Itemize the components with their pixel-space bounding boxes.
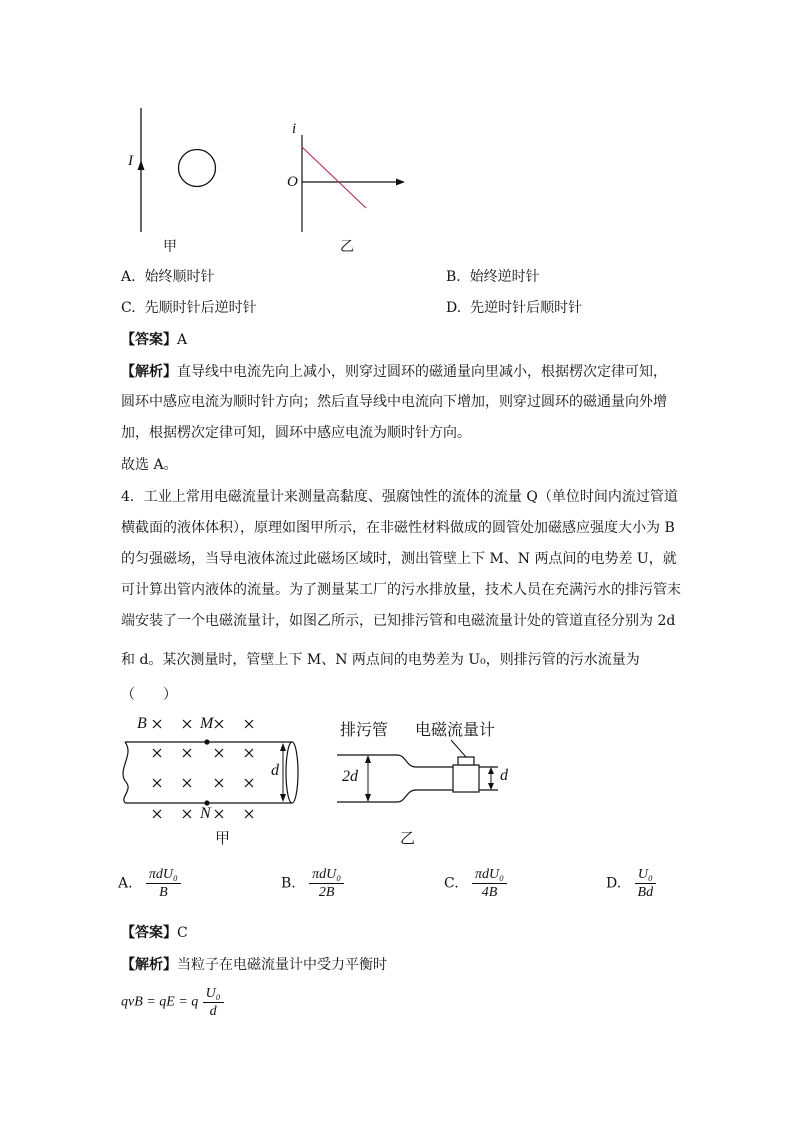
q4-stem-line-5: 端安装了一个电磁流量计，如图乙所示，已知排污管和电磁流量计处的管道直径分别为 2d [121, 613, 676, 629]
graph-origin-O: O [287, 174, 298, 190]
label-d-pipe: d [271, 762, 279, 779]
q3-analysis-line-1: 【解析】直导线中电流先向上减小，则穿过圆环的磁通量向里减小，根据楞次定律可知， [121, 364, 667, 380]
flowmeter-label: 电磁流量计 [415, 720, 496, 739]
label-B: B [137, 715, 147, 732]
q4-stem-line-1: 4．工业上常用电磁流量计来测量高黏度、强腐蚀性的流体的流量 Q（单位时间内流过管道 [121, 489, 678, 505]
label-d-meter: d [500, 767, 508, 784]
drain-pipe-label: 排污管 [340, 720, 389, 739]
graph-label-i: i [292, 121, 297, 137]
q4-stem-line-4: 可计算出管内液体的流量。为了测量某工厂的污水排放量，技术人员在充满污水的排污管末 [121, 582, 681, 598]
q3-conclusion: 故选 A。 [121, 457, 178, 473]
figure-caption-yi: 乙 [340, 239, 354, 255]
q3-analysis-line-3: 加，根据楞次定律可知，圆环中感应电流为顺时针方向。 [121, 425, 471, 441]
label-N: N [200, 805, 211, 822]
q4-analysis: 【解析】当粒子在电磁流量计中受力平衡时 [121, 957, 387, 973]
q4-option-a: A. $\frac{\text{πdU₀}}{B}$ [118, 866, 181, 901]
q3-option-a: A. 始终顺时针 [121, 269, 215, 285]
q3-option-b: B. 始终逆时针 [446, 269, 540, 285]
figure-caption-jia: 甲 [163, 239, 177, 255]
q4-option-d: D. $\frac{\text{U₀}}{Bd}$ [606, 866, 656, 901]
flowmeter-body [453, 765, 479, 792]
q3-answer: 【答案】A [121, 332, 188, 348]
figure-caption-yi-2: 乙 [400, 829, 416, 847]
flowmeter-cap [458, 757, 474, 765]
label-2d: 2d [342, 768, 358, 785]
q4-blank-bracket: （ ） [121, 687, 177, 703]
q4-answer: 【答案】C [121, 925, 188, 941]
label-M: M [200, 715, 214, 732]
q4-option-b: B. $\frac{\text{πdU₀}}{2B}$ [281, 866, 344, 901]
q3-option-d: D. 先逆时针后顺时针 [446, 300, 583, 316]
current-label-I: I [128, 153, 133, 169]
q4-option-c: C. $\frac{\text{πdU₀}}{4B}$ [444, 866, 507, 901]
q4-stem-line-2: 横截面的液体体积），原理如图甲所示，在非磁性材料做成的圆管处加磁感应强度大小为 B [121, 520, 675, 536]
q4-equation: qvB = qE = q $\frac{\text{U₀}}{d}$ [121, 985, 224, 1020]
q4-stem-line-6: 和 d。某次测量时，管壁上下 M、N 两点间的电势差为 U₀，则排污管的污水流量为 [121, 652, 640, 668]
q3-analysis-line-2: 圆环中感应电流为顺时针方向；然后直导线中电流向下增加，则穿过圆环的磁通量向外增 [121, 394, 667, 410]
figure-caption-jia-2: 甲 [215, 829, 231, 847]
q4-stem-line-3: 的匀强磁场，当导电液体流过此磁场区域时，测出管壁上下 M、N 两点间的电势差 U，就 [121, 551, 677, 567]
q3-option-c: C. 先顺时针后逆时针 [121, 300, 257, 316]
